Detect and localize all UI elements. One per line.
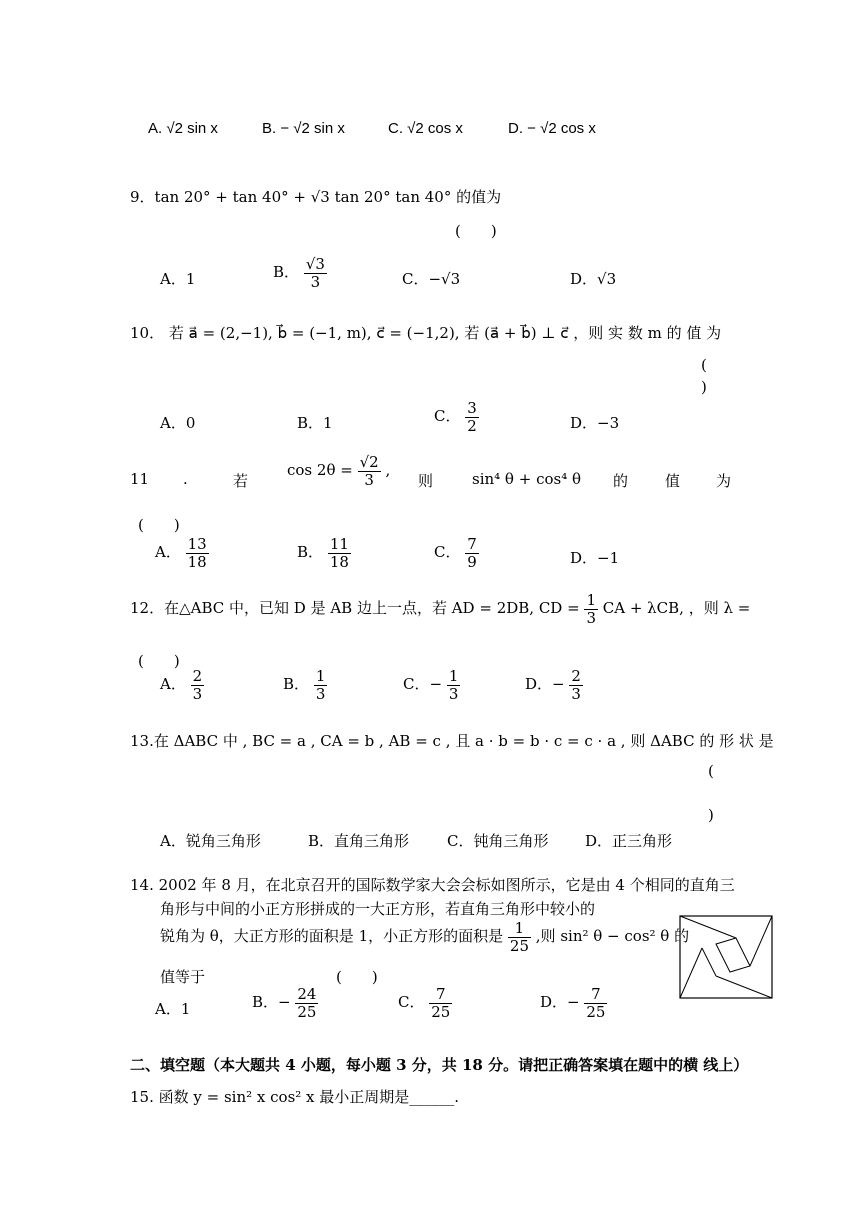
q12-option-c-label: C．− xyxy=(403,675,443,693)
q11-c-denominator: 9 xyxy=(467,552,477,571)
q12-a-denominator: 3 xyxy=(192,684,203,703)
q11-option-b xyxy=(297,536,351,570)
q11-b-numerator: 11 xyxy=(329,535,349,553)
q14-line1: 14. 2002 年 8 月，在北京召开的国际数学家大会会标如图所示，它是由 4 个相同的直角三 xyxy=(130,876,735,894)
q11-ruo: 若 xyxy=(233,472,249,490)
q12-option-b-label: B． xyxy=(283,675,310,693)
q11-cond-denominator: 3 xyxy=(364,470,374,489)
q11-de: 的 xyxy=(613,472,629,490)
q8-option-b: B. − √2 sin x xyxy=(262,120,345,137)
q11-option-a-label: A． xyxy=(155,543,181,561)
q11-option-d: D．−1 xyxy=(570,549,620,567)
q12-option-a-label: A． xyxy=(160,675,186,693)
q12-d-denominator: 3 xyxy=(571,684,581,703)
q10-stem: 10． 若 a⃗ = (2,−1), b⃗ = (−1, m), c⃗ = (−1,2), 若 (a⃗ + b⃗) ⊥ c⃗ ，则 实 数 m 的 值 为 xyxy=(130,324,722,342)
q14-option-d-label: D．− xyxy=(540,993,580,1011)
q13-option-d: D．正三角形 xyxy=(585,832,673,850)
q14-option-c-fraction xyxy=(429,986,452,1020)
q11-b-denominator: 18 xyxy=(329,552,349,571)
q14-line2: 角形与中间的小正方形拼成的一大正方形，若直角三角形中较小的 xyxy=(160,900,596,918)
figure-line-1 xyxy=(680,916,736,938)
q14-b-numerator: 24 xyxy=(297,985,317,1003)
q10-option-b: B．1 xyxy=(297,414,333,432)
q9-b-denominator: 3 xyxy=(310,272,321,291)
q9-option-b-label: B． xyxy=(273,263,300,281)
q14-option-c-label: C． xyxy=(398,993,425,1011)
q9-answer-paren: ( ) xyxy=(455,222,497,240)
q11-option-c xyxy=(434,536,479,570)
q14-option-a: A．1 xyxy=(155,1000,191,1018)
congress-logo-figure xyxy=(678,914,774,1000)
q10-c-numerator: 3 xyxy=(467,399,477,417)
q11-condition xyxy=(287,454,390,488)
q15-stem: 15. 函数 y = sin² x cos² x 最小正周期是______. xyxy=(130,1088,460,1106)
q11-cos-expr: cos 2θ = xyxy=(287,461,358,479)
q11-option-c-label: C． xyxy=(434,543,461,561)
q12-stem-fraction xyxy=(584,592,598,626)
q12-stem-part2: CA + λCB, ，则 λ = xyxy=(602,599,751,617)
q11-zhi: 值 xyxy=(665,472,681,490)
q9-option-b xyxy=(273,256,327,290)
q14-b-denominator: 25 xyxy=(297,1002,317,1021)
q12-b-denominator: 3 xyxy=(315,684,326,703)
q9-option-c: C．−√3 xyxy=(402,270,461,288)
q12-option-a xyxy=(160,668,204,702)
q14-line3-denominator: 25 xyxy=(509,936,529,955)
q11-answer-paren: ( ) xyxy=(138,516,180,534)
q14-d-numerator: 7 xyxy=(584,986,607,1004)
figure-outer-square xyxy=(680,916,772,998)
q12-option-b-fraction xyxy=(314,668,328,702)
q10-option-c-fraction xyxy=(465,400,479,434)
q12-answer-paren: ( ) xyxy=(138,652,180,670)
q14-line3-part2: ,则 sin² θ − cos² θ 的 xyxy=(535,927,690,945)
q8-option-c: C. √2 cos x xyxy=(388,120,463,137)
q14-option-b xyxy=(252,986,318,1020)
q14-option-b-label: B．− xyxy=(252,993,291,1011)
q12-stem-part1: 12．在△ABC 中，已知 D 是 AB 边上一点，若 AD = 2DB, CD = xyxy=(130,599,585,617)
figure-line-2 xyxy=(750,916,772,966)
q11-cond-numerator: √2 xyxy=(359,453,379,471)
figure-line-5 xyxy=(702,948,716,976)
q10-paren-open: ( xyxy=(701,356,707,374)
q11-option-a xyxy=(155,536,209,570)
q13-stem: 13.在 ΔABC 中 , BC = a , CA = b , AB = c , 且 a · b = b · c = c · a , 则 ΔABC 的 形 状 是 xyxy=(130,732,774,750)
q12-option-a-fraction xyxy=(191,668,205,702)
q12-stem xyxy=(130,592,750,626)
section-2-title: 二、填空题（本大题共 4 小题，每小题 3 分，共 18 分。请把正确答案填在题中的横 线上） xyxy=(130,1056,749,1074)
q14-answer-paren: ( ) xyxy=(336,968,378,986)
q12-c-denominator: 3 xyxy=(448,684,459,703)
q13-paren-open: ( xyxy=(708,762,714,780)
q14-option-b-fraction xyxy=(295,986,318,1020)
q12-option-d xyxy=(525,668,583,702)
q11-a-denominator: 18 xyxy=(187,552,207,571)
q9-option-d: D．√3 xyxy=(570,270,617,288)
q13-option-c: C．钝角三角形 xyxy=(447,832,549,850)
q11-option-b-label: B． xyxy=(297,543,324,561)
q10-option-c xyxy=(434,400,479,434)
q12-d-numerator: 2 xyxy=(571,667,581,685)
q9-option-b-fraction xyxy=(304,256,327,290)
q11-c-numerator: 7 xyxy=(467,535,477,553)
q14-line3-fraction xyxy=(508,920,531,954)
q14-c-numerator: 7 xyxy=(429,986,452,1004)
q14-line3-numerator: 1 xyxy=(508,920,531,938)
q11-ze: 则 xyxy=(418,472,434,490)
q12-a-numerator: 2 xyxy=(192,667,203,685)
q10-c-denominator: 2 xyxy=(467,416,477,435)
q14-option-d xyxy=(540,986,607,1020)
q11-a-numerator: 13 xyxy=(187,535,207,553)
q13-option-a: A．锐角三角形 xyxy=(160,832,261,850)
q13-option-b: B．直角三角形 xyxy=(308,832,410,850)
q14-option-c xyxy=(398,986,452,1020)
q11-comma: , xyxy=(385,461,391,479)
q11-option-c-fraction xyxy=(465,536,479,570)
q14-line3 xyxy=(160,920,689,954)
q11-option-a-fraction xyxy=(186,536,209,570)
figure-inner-square xyxy=(716,938,750,972)
q10-paren-close: ) xyxy=(701,378,707,396)
q12-c-numerator: 1 xyxy=(448,667,459,685)
q10-option-d: D．−3 xyxy=(570,414,620,432)
q14-c-denominator: 25 xyxy=(431,1002,451,1021)
q12-option-b xyxy=(283,668,327,702)
q11-sin-cos-expr: sin⁴ θ + cos⁴ θ xyxy=(472,470,582,488)
q12-stem-numerator: 1 xyxy=(586,591,596,609)
q11-number: 11 xyxy=(130,470,150,488)
q11-wei: 为 xyxy=(716,472,732,490)
q10-option-a: A．0 xyxy=(160,414,196,432)
q9-b-numerator: √3 xyxy=(305,255,325,273)
q11-dot: . xyxy=(183,470,188,488)
figure-line-4 xyxy=(680,948,702,998)
q11-option-b-fraction xyxy=(328,536,351,570)
q9-option-a: A．1 xyxy=(160,270,196,288)
q10-option-c-label: C． xyxy=(434,407,461,425)
q12-option-d-fraction xyxy=(569,668,583,702)
q12-option-d-label: D．− xyxy=(525,675,565,693)
q12-option-c-fraction xyxy=(447,668,461,702)
q12-b-numerator: 1 xyxy=(315,667,326,685)
q14-d-denominator: 25 xyxy=(586,1002,606,1021)
figure-line-3 xyxy=(716,976,772,998)
q14-line4: 值等于 xyxy=(160,968,206,986)
q12-option-c xyxy=(403,668,460,702)
q14-line3-part1: 锐角为 θ，大正方形的面积是 1，小正方形的面积是 xyxy=(160,927,504,945)
q11-condition-fraction xyxy=(358,454,381,488)
q9-stem: 9．tan 20° + tan 40° + √3 tan 20° tan 40° 的值为 xyxy=(130,188,502,206)
q8-option-d: D. − √2 cos x xyxy=(508,120,596,137)
q14-option-d-fraction xyxy=(584,986,607,1020)
q13-paren-close: ) xyxy=(708,806,714,824)
q8-option-a: A. √2 sin x xyxy=(148,120,218,137)
q12-stem-denominator: 3 xyxy=(586,608,596,627)
